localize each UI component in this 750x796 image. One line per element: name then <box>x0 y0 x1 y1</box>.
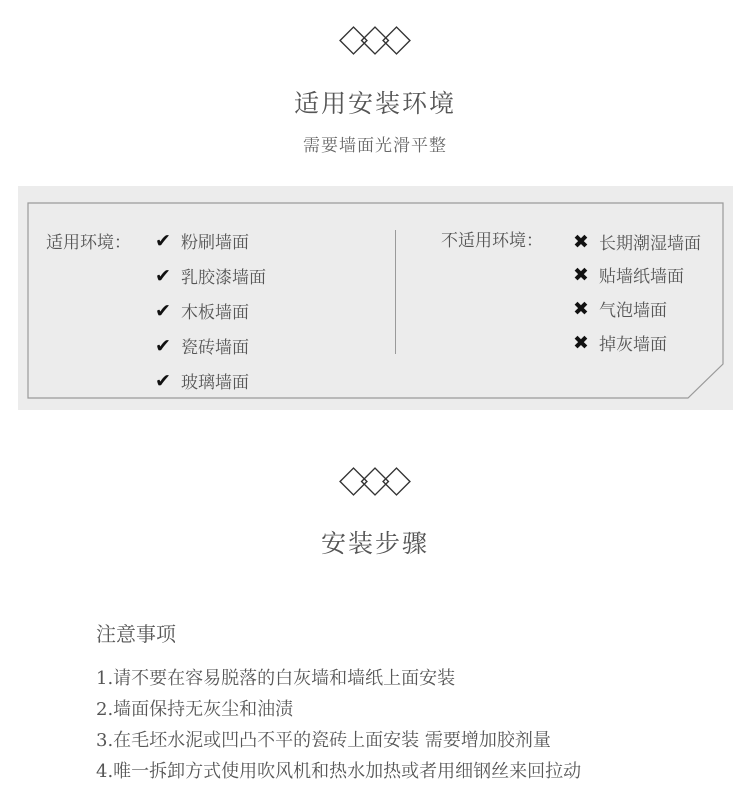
check-icon: ✔ <box>155 299 171 322</box>
suitable-item: ✔ 粉刷墙面 <box>155 229 249 253</box>
cross-icon: ✖ <box>573 331 589 354</box>
suitable-item: ✔ 乳胶漆墙面 <box>155 264 266 288</box>
cross-icon: ✖ <box>573 263 589 286</box>
note-item: 1.请不要在容易脱落的白灰墙和墙纸上面安装 <box>96 668 456 689</box>
suitable-item: ✔ 瓷砖墙面 <box>155 334 249 358</box>
section-title-installation: 安装步骤 <box>320 529 429 558</box>
unsuitable-item: ✖ 气泡墙面 <box>573 297 667 321</box>
unsuitable-label: 不适用环境： <box>441 231 543 251</box>
check-icon: ✔ <box>155 264 171 287</box>
section-subtitle: 需要墙面光滑平整 <box>303 136 447 156</box>
column-divider <box>395 230 396 354</box>
unsuitable-item: ✖ 掉灰墙面 <box>573 331 667 355</box>
unsuitable-item: ✖ 贴墙纸墙面 <box>573 263 684 287</box>
check-icon: ✔ <box>155 334 171 357</box>
cross-icon: ✖ <box>573 230 589 253</box>
note-item: 3.在毛坯水泥或凹凸不平的瓷砖上面安装 需要增加胶剂量 <box>96 730 551 751</box>
note-item: 4.唯一拆卸方式使用吹风机和热水加热或者用细钢丝来回拉动 <box>96 761 582 782</box>
suitable-item: ✔ 玻璃墙面 <box>155 369 249 393</box>
diamond-ornament-icon <box>338 465 412 499</box>
cross-icon: ✖ <box>573 297 589 320</box>
environment-panel <box>18 186 733 410</box>
suitable-label: 适用环境： <box>46 233 131 253</box>
notes-title: 注意事项 <box>96 622 176 646</box>
suitable-item: ✔ 木板墙面 <box>155 299 249 323</box>
note-item: 2.墙面保持无灰尘和油渍 <box>96 699 294 720</box>
diamond-ornament-icon <box>338 24 412 58</box>
unsuitable-item: ✖ 长期潮湿墙面 <box>573 230 701 254</box>
check-icon: ✔ <box>155 229 171 252</box>
check-icon: ✔ <box>155 369 171 392</box>
section-title-environment: 适用安装环境 <box>293 89 456 118</box>
